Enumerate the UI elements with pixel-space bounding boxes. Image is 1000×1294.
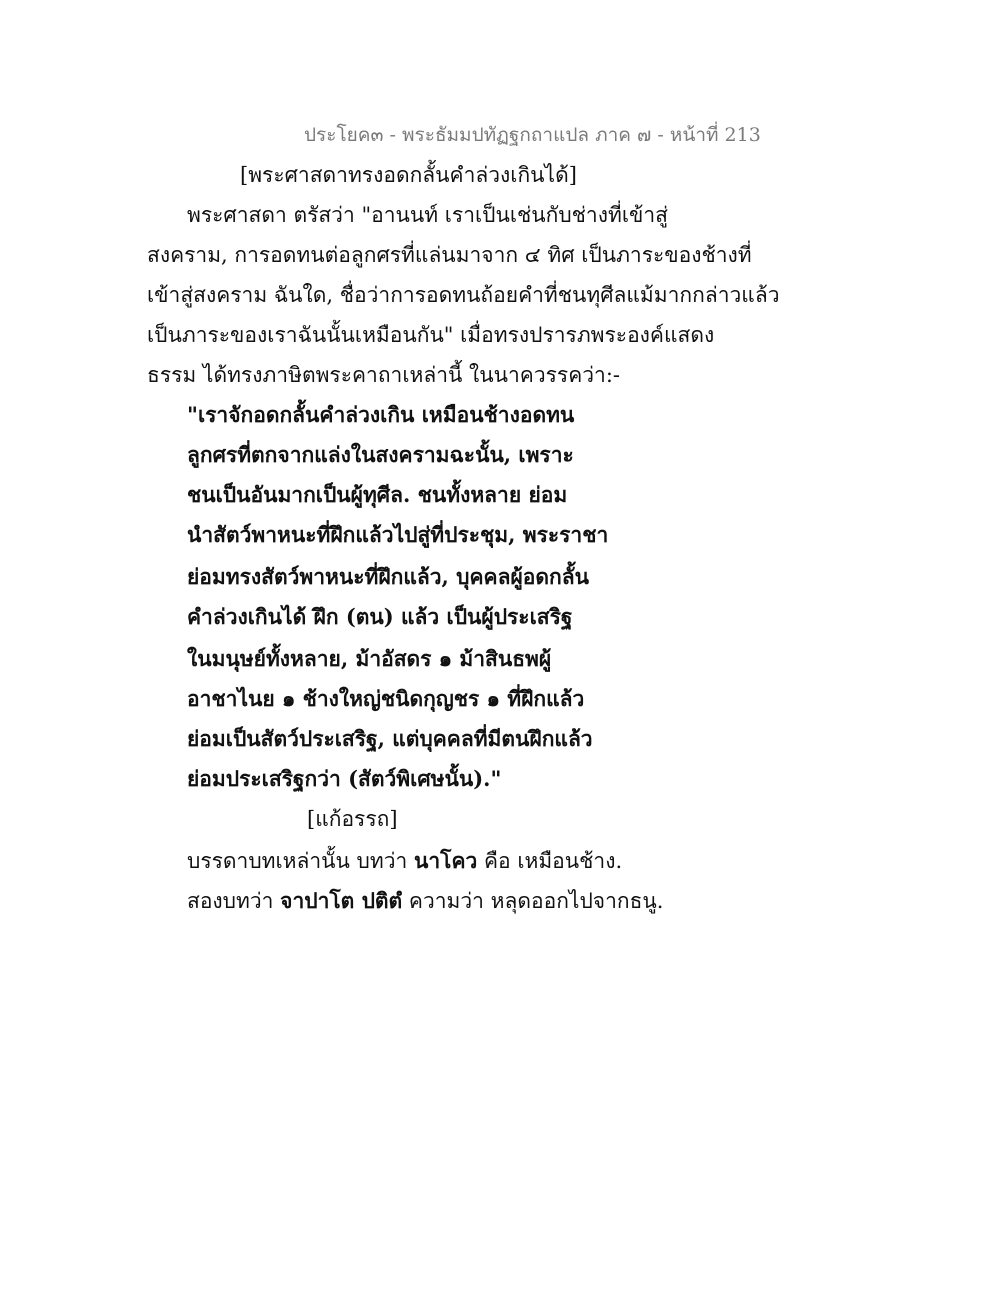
explanation-suffix: ความว่า หลุดออกไปจากธนู. <box>408 889 664 913</box>
paragraph-line: เป็นภาระของเราฉันนั้นเหมือนกัน" เมื่อทรงปรารภพระองค์แสดง <box>147 323 715 347</box>
page-header: ประโยค๓ - พระธัมมปทัฏฐกถาแปล ภาค ๗ - หน้าที่ 213 <box>304 124 761 146</box>
explanation-line <box>187 886 663 916</box>
explanation-prefix: บรรดาบทเหล่านั้น บทว่า <box>187 849 408 873</box>
verse-line: ย่อมทรงสัตว์พาหนะที่ฝึกแล้ว, บุคคลผู้อดกลั้น <box>187 564 589 589</box>
explanation-prefix: สองบทว่า <box>187 889 274 913</box>
verse-explanation-heading: [แก้อรรถ] <box>307 807 398 831</box>
verse-line: คำล่วงเกินได้ ฝึก (ตน) แล้ว เป็นผู้ประเสริฐ <box>187 604 573 629</box>
verse-line: ย่อมประเสริฐกว่า (สัตว์พิเศษนั้น)." <box>187 766 502 791</box>
paragraph-line: ธรรม ได้ทรงภาษิตพระคาถาเหล่านี้ ในนาควรรคว่า:- <box>147 363 621 387</box>
explanation-suffix: คือ เหมือนช้าง. <box>483 849 623 873</box>
section-title: [พระศาสดาทรงอดกลั้นคำล่วงเกินได้] <box>240 163 577 187</box>
verse-line: "เราจักอดกลั้นคำล่วงเกิน เหมือนช้างอดทน <box>187 402 575 427</box>
paragraph-line: สงคราม, การอดทนต่อลูกศรที่แล่นมาจาก ๔ ทิศ เป็นภาระของช้างที่ <box>147 243 752 267</box>
verse-line: อาชาไนย ๑ ช้างใหญ่ชนิดกุญชร ๑ ที่ฝึกแล้ว <box>187 686 585 711</box>
verse-line: ย่อมเป็นสัตว์ประเสริฐ, แต่บุคคลที่มีตนฝึกแล้ว <box>187 726 593 751</box>
paragraph-line: พระศาสดา ตรัสว่า "อานนท์ เราเป็นเช่นกับช่างที่เข้าสู่ <box>187 203 668 227</box>
verse-line: นำสัตว์พาหนะที่ฝึกแล้วไปสู่ที่ประชุม, พระราชา <box>187 522 609 547</box>
pali-term: จาปาโต ปติตํ <box>280 888 403 913</box>
pali-term: นาโคว <box>414 848 478 873</box>
verse-line: ชนเป็นอันมากเป็นผู้ทุศีล. ชนทั้งหลาย ย่อม <box>187 482 568 507</box>
verse-line: ลูกศรที่ตกจากแล่งในสงครามฉะนั้น, เพราะ <box>187 442 574 467</box>
verse-line: ในมนุษย์ทั้งหลาย, ม้าอัสดร ๑ ม้าสินธพผู้ <box>187 646 552 671</box>
explanation-line <box>187 846 622 876</box>
paragraph-line: เข้าสู่สงคราม ฉันใด, ชื่อว่าการอดทนถ้อยคำที่ชนทุศีลแม้มากกล่าวแล้ว <box>147 283 780 307</box>
